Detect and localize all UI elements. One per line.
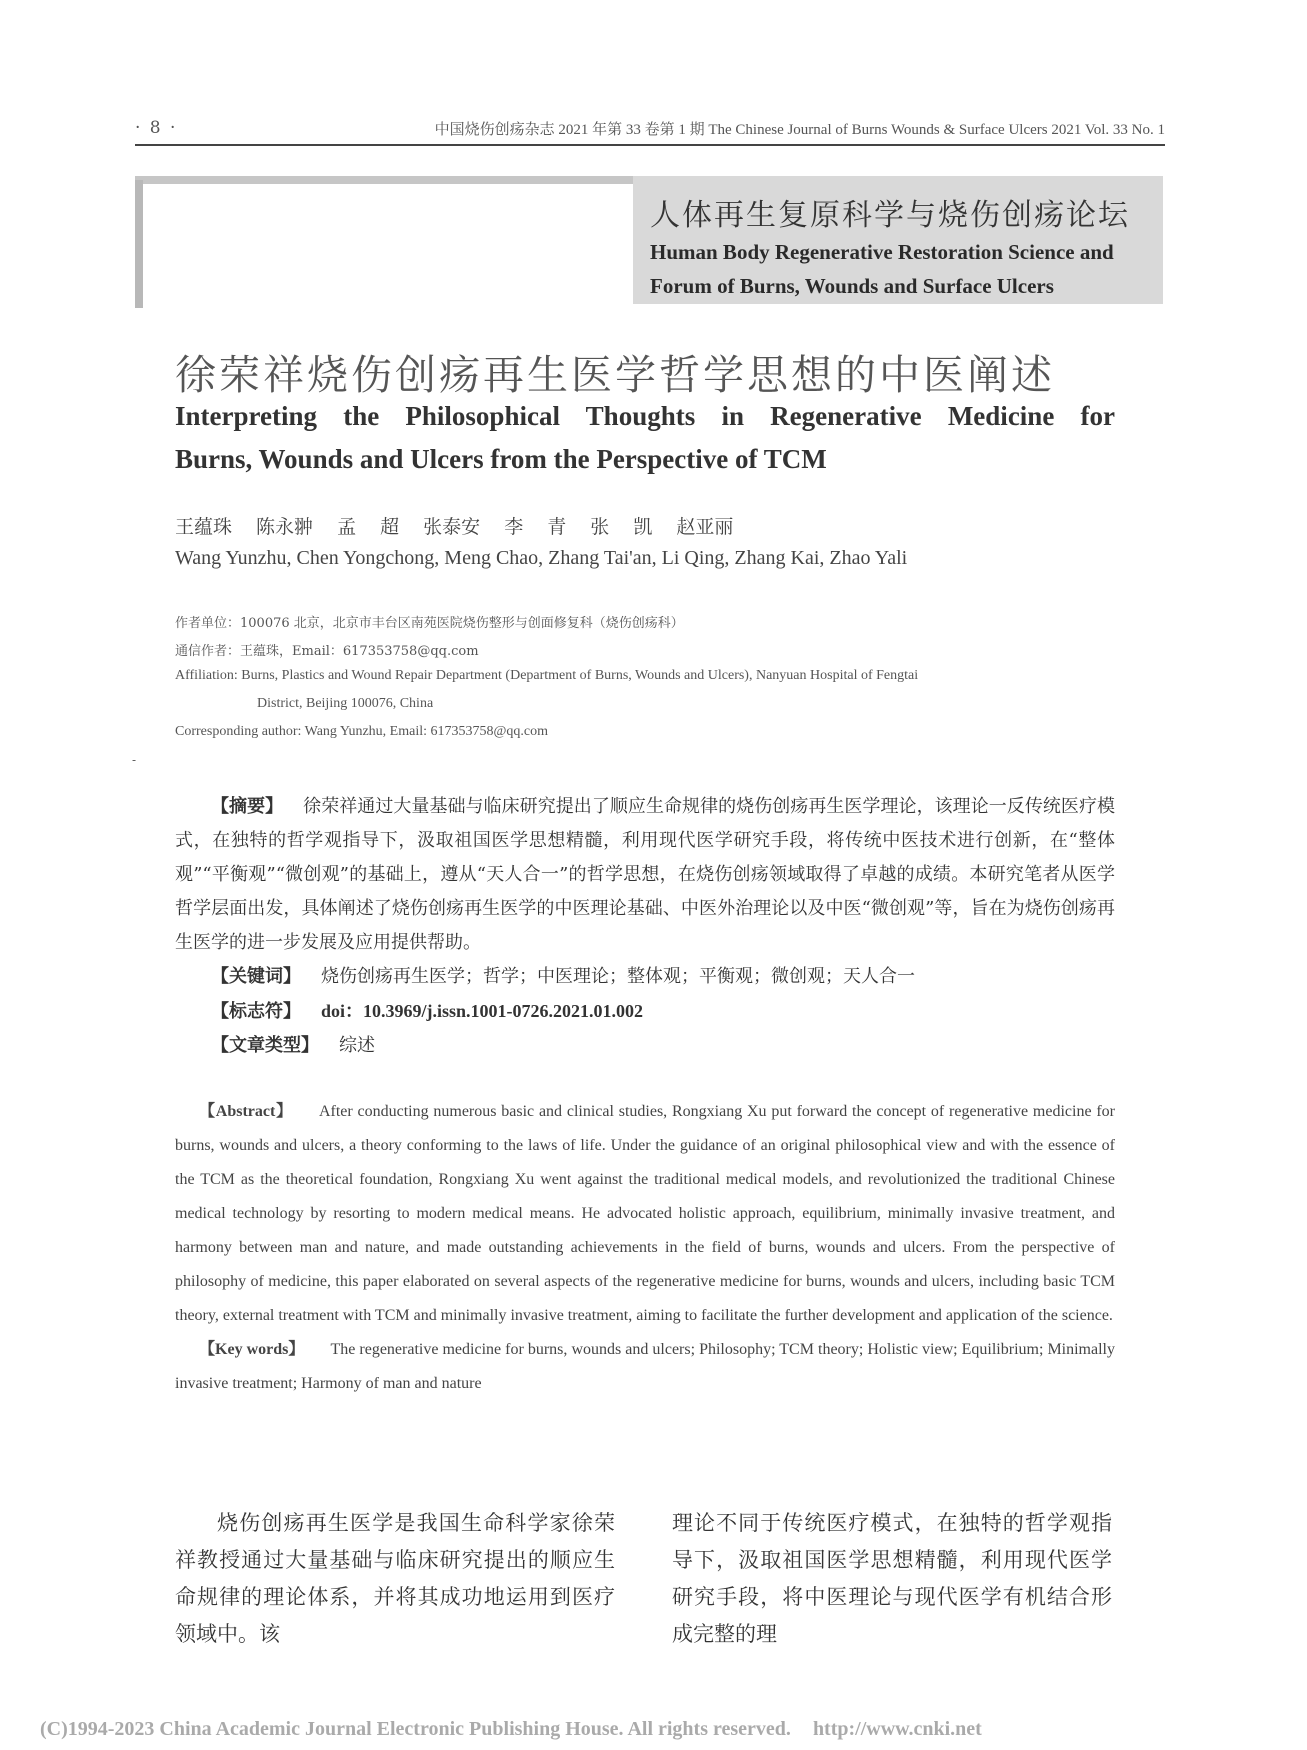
- keywords-en: The regenerative medicine for burns, wounds and ulcers; Philosophy; TCM theory; Holistic view; Equilibrium; Minimally invasive treatment; Harmony of man and nature: [175, 1341, 1115, 1392]
- authors-cn: 王蕴珠 陈永翀 孟 超 张泰安 李 青 张 凯 赵亚丽: [175, 516, 734, 538]
- copyright-footer: [40, 1718, 982, 1741]
- forum-band-left: [135, 180, 143, 308]
- authors-en: Wang Yunzhu, Chen Yongchong, Meng Chao, Zhang Tai'an, Li Qing, Zhang Kai, Zhao Yali: [175, 547, 908, 569]
- cnki-link[interactable]: http://www.cnki.net: [812, 1718, 982, 1740]
- keywords-cn: 烧伤创疡再生医学；哲学；中医理论；整体观；平衡观；微创观；天人合一: [321, 966, 915, 987]
- abstract-en-paragraph: [175, 1095, 1115, 1333]
- forum-title-en-line2: Forum of Burns, Wounds and Surface Ulcers: [650, 274, 1054, 298]
- doi-label: 【标志符】: [211, 1001, 301, 1022]
- abstract-cn-text: 徐荣祥通过大量基础与临床研究提出了顺应生命规律的烧伤创疡再生医学理论，该理论一反传统医疗模式，在独特的哲学观指导下，汲取祖国医学思想精髓，利用现代医学研究手段，将传统中医技术进行创新，在“整体观”“平衡观”“微创观”的基础上，遵从“天人合一”的哲学思想，在烧伤创疡领域取得了卓越的成绩。本研究笔者从医学哲学层面出发，具体阐述了烧伤创疡再生医学的中医理论基础、中医外治理论以及中医“微创观”等，旨在为烧伤创疡再生医学的进一步发展及应用提供帮助。: [175, 796, 1116, 953]
- article-title-en-line1: Interpreting the Philosophical Thoughts in Regenerative Medicine for: [175, 401, 1115, 431]
- abstract-cn: [175, 790, 1115, 1063]
- forum-title-en-line1: Human Body Regenerative Restoration Science and: [650, 240, 1114, 264]
- abstract-cn-paragraph: [175, 790, 1115, 960]
- body-column-left: 烧伤创疡再生医学是我国生命科学家徐荣祥教授通过大量基础与临床研究提出的顺应生命规律的理论体系，并将其成功地运用到医疗领域中。该: [175, 1511, 615, 1646]
- article-type-line: [175, 1029, 1115, 1063]
- abstract-cn-label: 【摘要】: [211, 796, 284, 817]
- article-type-label: 【文章类型】: [211, 1035, 319, 1056]
- corresponding-cn: 通信作者：王蕴珠，Email：617353758@qq.com: [175, 644, 479, 659]
- keywords-en-paragraph: [175, 1333, 1115, 1401]
- abstract-en-label: 【Abstract】: [199, 1103, 293, 1120]
- keywords-cn-line: [175, 960, 1115, 994]
- affiliation-en-line2: District, Beijing 100076, China: [257, 696, 434, 711]
- doi-value: doi：10.3969/j.issn.1001-0726.2021.01.002: [321, 1001, 644, 1021]
- article-title-en-line2: Burns, Wounds and Ulcers from the Perspective of TCM: [175, 444, 827, 474]
- affiliation-cn: 作者单位：100076 北京，北京市丰台区南苑医院烧伤整形与创面修复科（烧伤创疡科）: [175, 616, 684, 631]
- abstract-en: [175, 1095, 1115, 1401]
- body-column-right: 理论不同于传统医疗模式，在独特的哲学观指导下，汲取祖国医学思想精髓，利用现代医学研究手段，将中医理论与现代医学有机结合形成完整的理: [672, 1511, 1112, 1646]
- corresponding-en: Corresponding author: Wang Yunzhu, Email: 617353758@qq.com: [175, 724, 548, 739]
- article-title-en: [175, 395, 1115, 481]
- forum-title-en: [650, 235, 1114, 303]
- journal-citation: 中国烧伤创疡杂志 2021 年第 33 卷第 1 期 The Chinese Journal of Burns Wounds & Surface Ulcers 2021 Vol. 33 No. 1: [434, 122, 1165, 138]
- doi-line: [175, 994, 1115, 1029]
- affiliation-en-line1: Affiliation: Burns, Plastics and Wound Repair Department (Department of Burns, Wounds and Ulcers), Nanyuan Hospital of Fengtai: [175, 668, 919, 683]
- abstract-en-text: After conducting numerous basic and clinical studies, Rongxiang Xu put forward the concept of regenerative medicine for burns, wounds and ulcers, a theory conforming to the laws of life. Under the guidance of an original philosophical view and with the essence of the TCM as the theoretical foundation, Rongxiang Xu went against the traditional medical models, and revolutionized the traditional Chinese medical technology by resorting to modern medical means. He advocated holistic approach, equilibrium, minimally invasive treatment, and harmony between man and nature, and made outstanding achievements in the field of burns, wounds and ulcers. From the perspective of philosophy of medicine, this paper elaborated on several aspects of the regenerative medicine for burns, wounds and ulcers, including basic TCM theory, external treatment with TCM and minimally invasive treatment, aiming to facilitate the further development and application of the science.: [175, 1103, 1115, 1324]
- article-title-cn: 徐荣祥烧伤创疡再生医学哲学思想的中医阐述: [175, 351, 1055, 399]
- copyright-text: (C)1994-2023 China Academic Journal Electronic Publishing House. All rights reserved.: [40, 1718, 791, 1740]
- page-number: · 8 ·: [135, 118, 178, 138]
- article-type-value: 综述: [339, 1035, 375, 1056]
- header-rule: [135, 144, 1165, 146]
- keywords-en-label: 【Key words】: [199, 1341, 305, 1358]
- keywords-cn-label: 【关键词】: [211, 966, 301, 987]
- forum-title-cn: 人体再生复原科学与烧伤创疡论坛: [650, 198, 1130, 233]
- margin-mark: -: [132, 753, 137, 767]
